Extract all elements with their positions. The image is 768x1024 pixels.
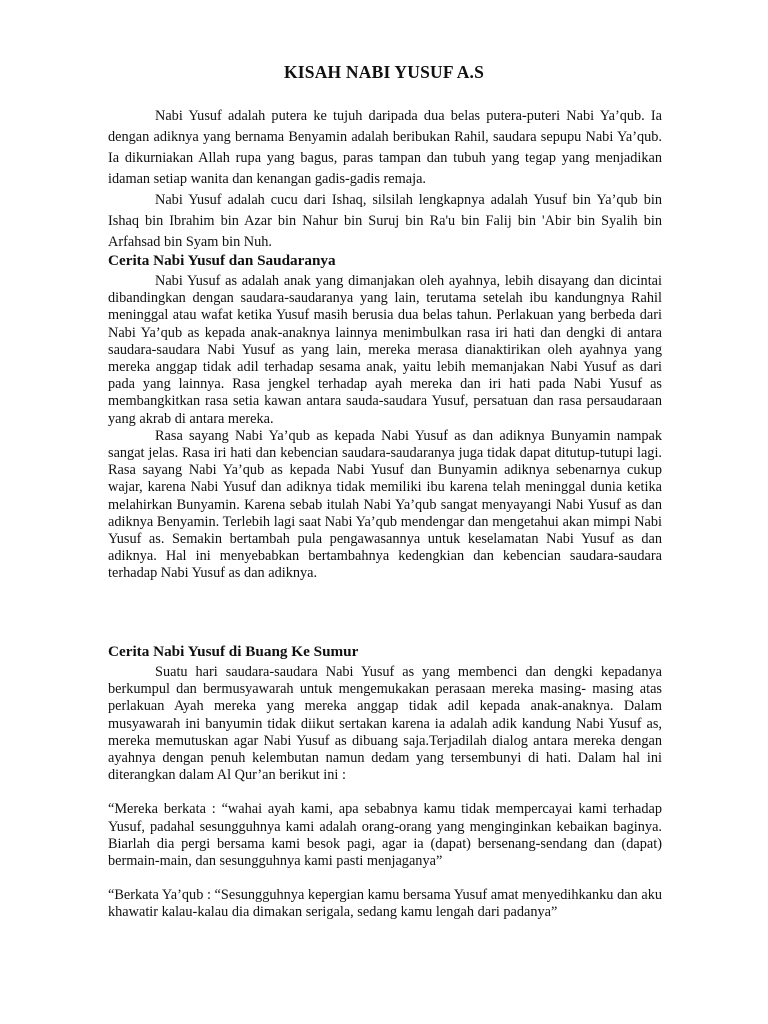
section-heading: Cerita Nabi Yusuf di Buang Ke Sumur [108,643,359,660]
body-paragraph: Rasa sayang Nabi Ya’qub as kepada Nabi Yusuf as dan adiknya Bunyamin nampak sangat jelas. Rasa iri hati dan kebencian saudara-saudaranya juga tidak dapat ditutup-tutupi lagi. Rasa sayang Nabi Ya’qub as kepada Nabi Yusuf dan Bunyamin adiknya sebenarnya cukup wajar, karena Nabi Yusuf dan adiknya tidak memiliki ibu karena telah meninggal dunia ketika melahirkan Bunyamin. Karena sebab itulah Nabi Ya’qub sangat menyayangi Nabi Yusuf as dan adiknya Benyamin. Terlebih lagi saat Nabi Ya’qub mendengar dan mengetahui akan mimpi Nabi Yusuf as. Semakin bertambah pula pengawasannya untuk keselamatan Nabi Yusuf as dan adiknya. Hal ini menyebabkan bertambahnya kedengkian dan kebencian saudara-saudara terhadap Nabi Yusuf as dan adiknya. [108,427,662,582]
quote-paragraph: “Mereka berkata : “wahai ayah kami, apa sebabnya kamu tidak mempercayai kami terhadap Yusuf, padahal sesungguhnya kami adalah orang-orang yang menginginkan kebaikan baginya. Biarlah dia pergi bersama kami besok pagi, agar ia (dapat) bersenang-sendang dan (dapat) bermain-main, dan sesungguhnya kami pasti menjaganya” [108,801,662,870]
document-title: KISAH NABI YUSUF A.S [283,62,485,82]
intro-paragraph: Nabi Yusuf adalah cucu dari Ishaq, silsilah lengkapnya adalah Yusuf bin Ya’qub bin Ishaq bin Ibrahim bin Azar bin Nahur bin Suruj bin Ra'u bin Falij bin 'Abir bin Syalih bin Arfahsad bin Syam bin Nuh. [108,192,662,250]
section-heading: Cerita Nabi Yusuf dan Saudaranya [108,252,336,269]
body-paragraph: Suatu hari saudara-saudara Nabi Yusuf as yang membenci dan dengki kepadanya berkumpul dan bermusyawarah untuk mengemukakan perasaan mereka masing- masing atas perlakuan Ayah mereka yang mereka anggap tidak adil kepada anak-anaknya. Dalam musyawarah ini banyumin tidak diikut sertakan karena ia adalah adik kandung Nabi Yusuf as, mereka memutuskan agar Nabi Yusuf as dibuang saja.Terjadilah dialog antara mereka dengan ayahnya dengan penuh kelembutan namun dedam yang tersembunyi di hati. Dalam hal ini diterangkan dalam Al Qur’an berikut ini : [108,664,662,784]
intro-paragraph: Nabi Yusuf adalah putera ke tujuh daripada dua belas putera-puteri Nabi Ya’qub. Ia dengan adiknya yang bernama Benyamin adalah beribukan Rahil, saudara sepupu Nabi Ya’qub. Ia dikurniakan Allah rupa yang bagus, paras tampan dan tubuh yang tegap yang menjadikan idaman setiap wanita dan kenangan gadis-gadis remaja. [108,108,662,187]
intro-section [108,106,662,253]
section-body [108,664,662,922]
body-paragraph: Nabi Yusuf as adalah anak yang dimanjakan oleh ayahnya, lebih disayang dan dicintai dibandingkan dengan saudara-saudaranya yang lain, terutama setelah ibu kandungnya Rahil meninggal atau wafat ketika Yusuf masih berusia dua belas tahun. Perlakuan yang berbeda dari Nabi Ya’qub as kepada anak-anaknya lainnya menimbulkan rasa iri hati dan dengki di antara saudara-saudara Nabi Yusuf as yang lain, mereka merasa dianaktirikan oleh ayahnya yang mereka anggap tidak adil terhadap sesama anak, yaitu lebih memanjakan Nabi Yusuf as dari pada yang lainnya. Rasa jengkel terhadap ayah mereka dan iri hati pada Nabi Yusuf as membangkitkan rasa setia kawan antara sauda-saudara Yusuf, persatuan dan rasa persaudaraan yang akrab di antara mereka. [108,273,662,427]
section-body [108,273,662,583]
quote-paragraph: “Berkata Ya’qub : “Sesungguhnya kepergian kamu bersama Yusuf amat menyedihkanku dan aku khawatir kalau-kalau dia dimakan serigala, sedang kamu lengah dari padanya” [108,887,662,921]
